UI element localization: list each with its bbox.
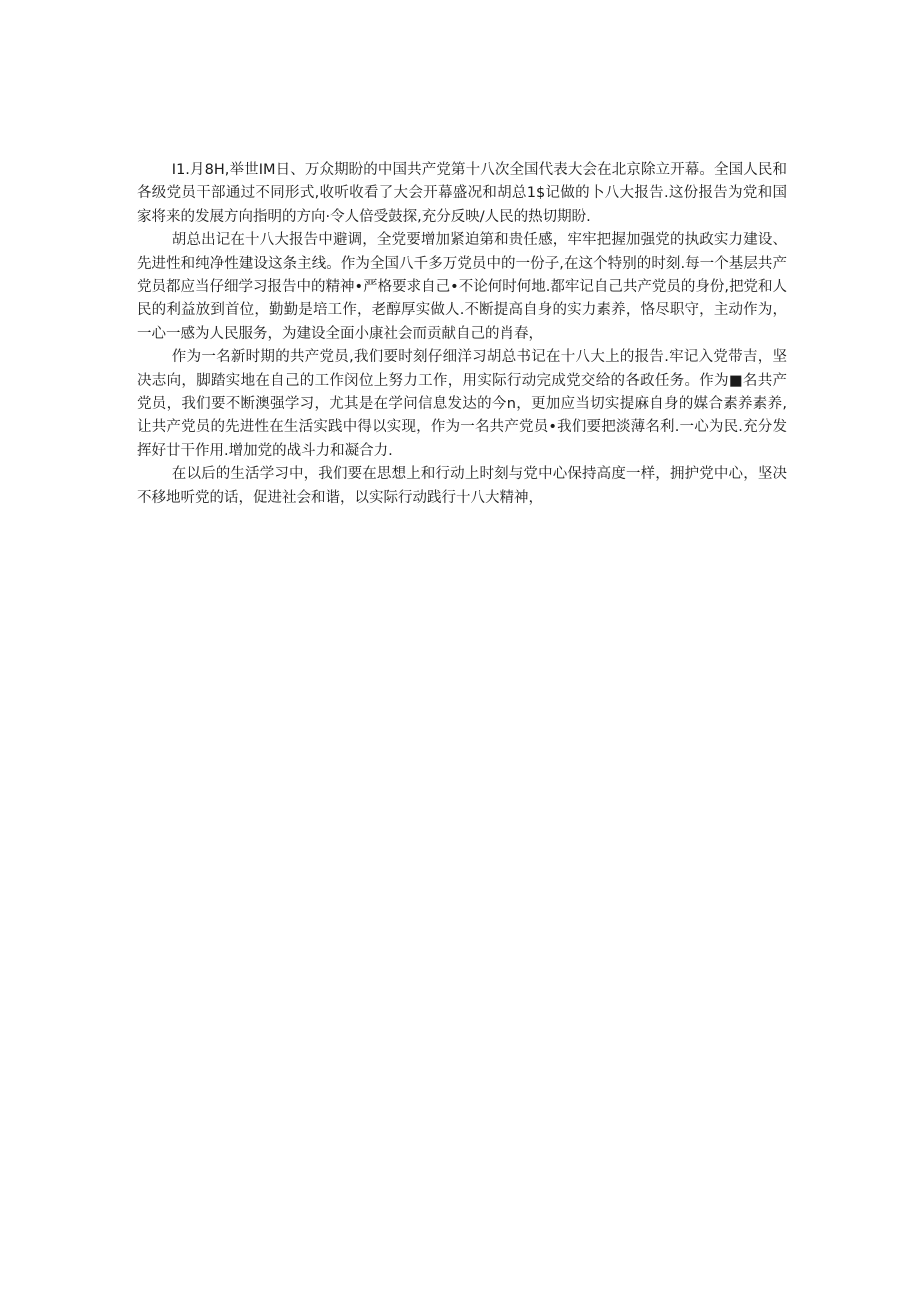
paragraph-2: 胡总出记在十八大报告中避调，全党要增加紧迫第和贵任感，牢牢把握加强党的执政实力建设、先进性和纯净性建设这条主线。作为全国八千多万党员中的一份子,在这个特别的时刻.每一个基层共产党员都应当仔细学习报告中的精神•严格要求自己•不论何时何地.都牢记自己共产党员的身份,把党和人民的利益放到首位，勤勤是培工作，老醇厚实做人.不断提高自身的实力素养，恪尽职守，主动作为，一心一感为人民服务，为建设全面小康社会而贡献自己的肖春， xyxy=(137,232,787,342)
paragraph-3: 作为一名新时期的共产党员,我们要时刻仔细洋习胡总书记在十八大上的报告.牢记入党带吉，坚决志向，脚踏实地在自己的工作闵位上努力工作，用实际行动完成党交给的各政任务。作为■名共产党员，我们要不断澳强学习，尤其是在学问信息发达的今n，更加应当切实提麻自身的媒合素养素养,让共产党员的先进性在生活实践中得以实现，作为一名共产党员•我们要把淡薄名利.一心为民.充分发挥好廿干作用.增加党的战斗力和凝合力. xyxy=(137,349,787,459)
paragraph-4: 在以后的生活学习中，我们要在思想上和行动上时刻与党中心保持高度一样，拥护党中心，坚决不移地听党的话，促进社会和谐，以实际行动践行十八大精神， xyxy=(137,466,787,506)
document-body xyxy=(137,159,787,510)
paragraph-1: I1.月8H,举世IM日、万众期盼的中国共产党第十八次全国代表大会在北京除立开幕。全国人民和各级党员干部通过不同形式,收听收看了大会开幕盛况和胡总1$记做的卜八大报告.这份报告为党和国家将来的发展方向指明的方向·令人倍受鼓探,充分反映/人民的热切期盼. xyxy=(137,162,787,225)
